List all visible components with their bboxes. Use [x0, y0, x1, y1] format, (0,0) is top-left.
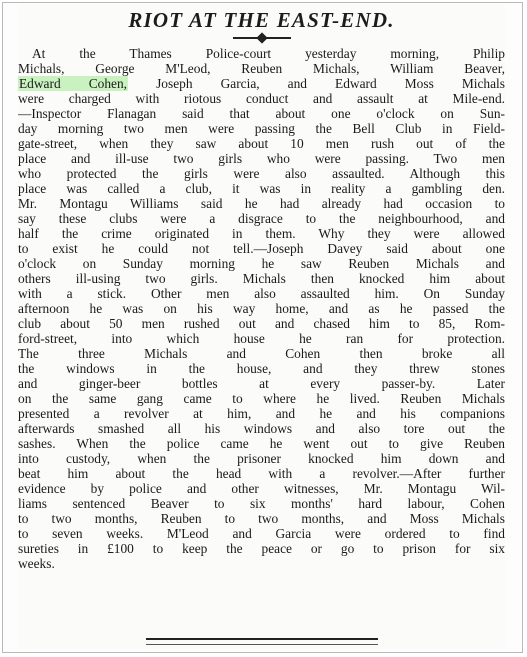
article-line: to two months, Reuben to two months, and Moss Michals: [18, 511, 505, 526]
article-line-rest: Joseph Garcia, and Edward Moss Michals: [128, 76, 505, 91]
article-line-highlighted: [18, 76, 505, 91]
article-line: with a stick. Other men also assaulted him. On Sunday: [18, 286, 505, 301]
article-line: place and ill-use two girls who were passing. Two men: [18, 151, 505, 166]
article-line: were charged with riotous conduct and assault at Mile-end.: [18, 91, 505, 106]
article-line: say these clubs were a disgrace to the neighbourhood, and: [18, 211, 505, 226]
article-line: evidence by police and other witnesses, Mr. Montagu Wil-: [18, 481, 505, 496]
article-line: beat him about the head with a revolver.—After further: [18, 466, 505, 481]
article-line: sureties in £100 to keep the peace or go to prison for six: [18, 541, 505, 556]
article-line: who protected the girls were also assaulted. Although this: [18, 166, 505, 181]
newspaper-clipping: [18, 5, 505, 649]
article-line: the windows in the house, and they threw stones: [18, 361, 505, 376]
article-line: others ill-using two girls. Michals then knocked him about: [18, 271, 505, 286]
article-line: presented a revolver at him, and he and his companions: [18, 406, 505, 421]
article-line: club about 50 men rushed out and chased him to 85, Rom-: [18, 316, 505, 331]
article-line: Michals, George M'Leod, Reuben Michals, William Beaver,: [18, 61, 505, 76]
article-line: place was called a club, it was in reality a gambling den.: [18, 181, 505, 196]
title-ornament-rule: [233, 37, 291, 39]
article-title: RIOT AT THE EAST-END.: [128, 8, 395, 32]
article-line: gate-street, when they saw about 10 men rush out of the: [18, 136, 505, 151]
article-line: o'clock on Sunday morning he saw Reuben Michals and: [18, 256, 505, 271]
article-line: ford-street, into which house he ran for protection.: [18, 331, 505, 346]
article-line: sashes. When the police came he went out to give Reuben: [18, 436, 505, 451]
article-line: to seven weeks. M'Leod and Garcia were ordered to find: [18, 526, 505, 541]
article-line: liams sentenced Beaver to six months' hard labour, Cohen: [18, 496, 505, 511]
article-line: weeks.: [18, 556, 55, 571]
article-line: afternoon he was on his way home, and as he passed the: [18, 301, 505, 316]
article-line: day morning two men were passing the Bell Club in Field-: [18, 121, 505, 136]
article-line: on the same gang came to where he lived. Reuben Michals: [18, 391, 505, 406]
article-line: The three Michals and Cohen then broke all: [18, 346, 505, 361]
article-line: and ginger-beer bottles at every passer-by. Later: [18, 376, 505, 391]
article-line: half the crime originated in them. Why they were allowed: [18, 226, 505, 241]
article-line: afterwards smashed all his windows and also tore out the: [18, 421, 505, 436]
highlighted-name: Edward Cohen,: [19, 76, 128, 91]
article-line: At the Thames Police-court yesterday morning, Philip: [32, 46, 505, 61]
article-line: —Inspector Flanagan said that about one o'clock on Sun-: [18, 106, 505, 121]
article-line: to exist he could not tell.—Joseph Davey said about one: [18, 241, 505, 256]
article-line: Mr. Montagu Williams said he had already had occasion to: [18, 196, 505, 211]
end-rule: [146, 638, 378, 640]
article-line: into custody, when the prisoner knocked him down and: [18, 451, 505, 466]
